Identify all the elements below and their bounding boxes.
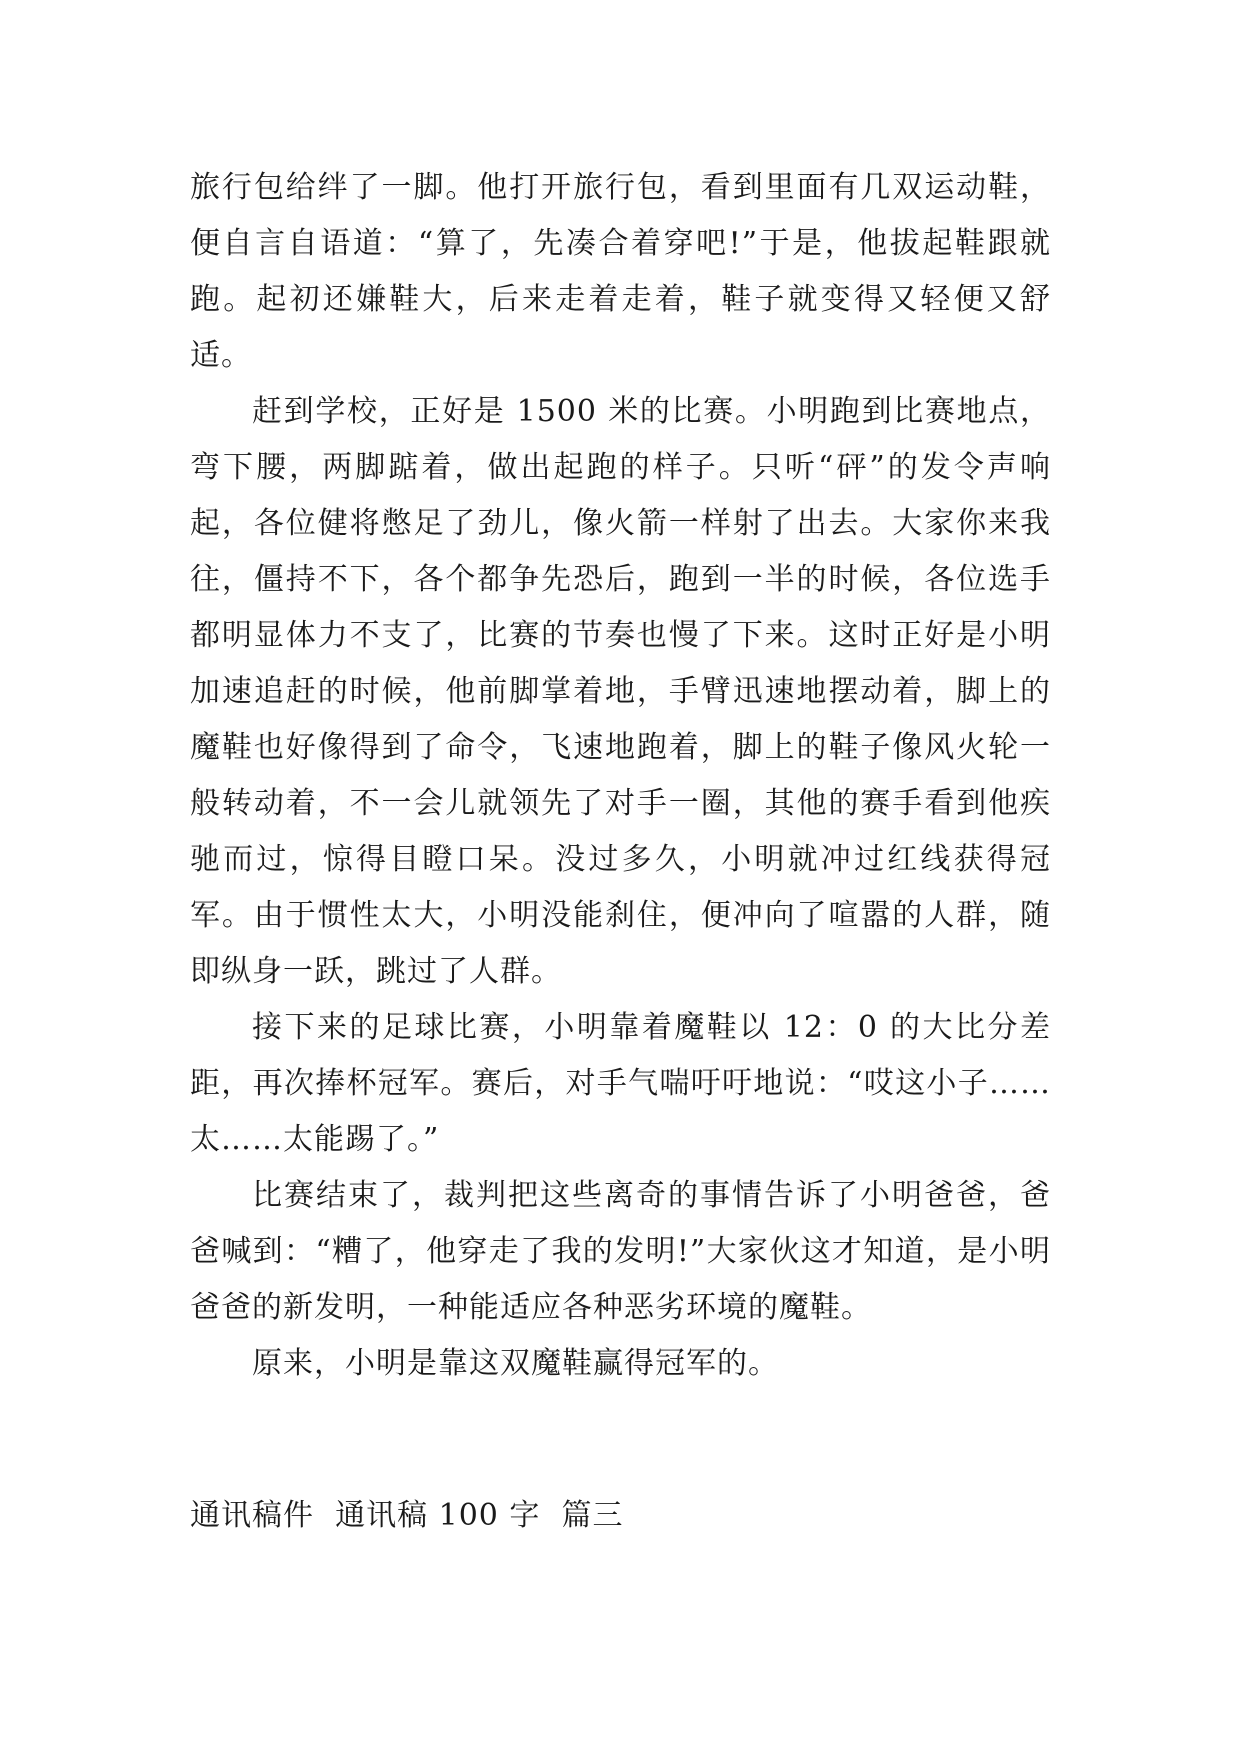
section-heading: 通讯稿件 通讯稿 100 字 篇三 — [190, 1498, 624, 1533]
paragraph-1: 旅行包给绊了一脚。他打开旅行包，看到里面有几双运动鞋，便自言自语道：“算了，先凑合着穿吧!”于是，他拔起鞋跟就跑。起初还嫌鞋大，后来走着走着，鞋子就变得又轻便又舒适。 — [190, 170, 1051, 373]
paragraph-4: 比赛结束了，裁判把这些离奇的事情告诉了小明爸爸，爸爸喊到：“糟了，他穿走了我的发明!”大家伙这才知道，是小明爸爸的新发明，一种能适应各种恶劣环境的魔鞋。 — [190, 1178, 1051, 1325]
paragraph-2: 赶到学校，正好是 1500 米的比赛。小明跑到比赛地点，弯下腰，两脚踮着，做出起跑的样子。只听“砰”的发令声响起，各位健将憋足了劲儿，像火箭一样射了出去。大家你来我往，僵持不下，各个都争先恐后，跑到一半的时候，各位选手都明显体力不支了，比赛的节奏也慢了下来。这时正好是小明加速追赶的时候，他前脚掌着地，手臂迅速地摆动着，脚上的魔鞋也好像得到了命令，飞速地跑着，脚上的鞋子像风火轮一般转动着，不一会儿就领先了对手一圈，其他的赛手看到他疾驰而过，惊得目瞪口呆。没过多久，小明就冲过红线获得冠军。由于惯性太大，小明没能刹住，便冲向了喧嚣的人群，随即纵身一跃，跳过了人群。 — [190, 394, 1051, 989]
paragraph-3: 接下来的足球比赛，小明靠着魔鞋以 12：0 的大比分差距，再次捧杯冠军。赛后，对手气喘吁吁地说：“哎这小子……太……太能踢了。” — [190, 1010, 1051, 1157]
paragraph-5: 原来，小明是靠这双魔鞋赢得冠军的。 — [252, 1346, 779, 1381]
document-body — [190, 160, 1051, 1392]
